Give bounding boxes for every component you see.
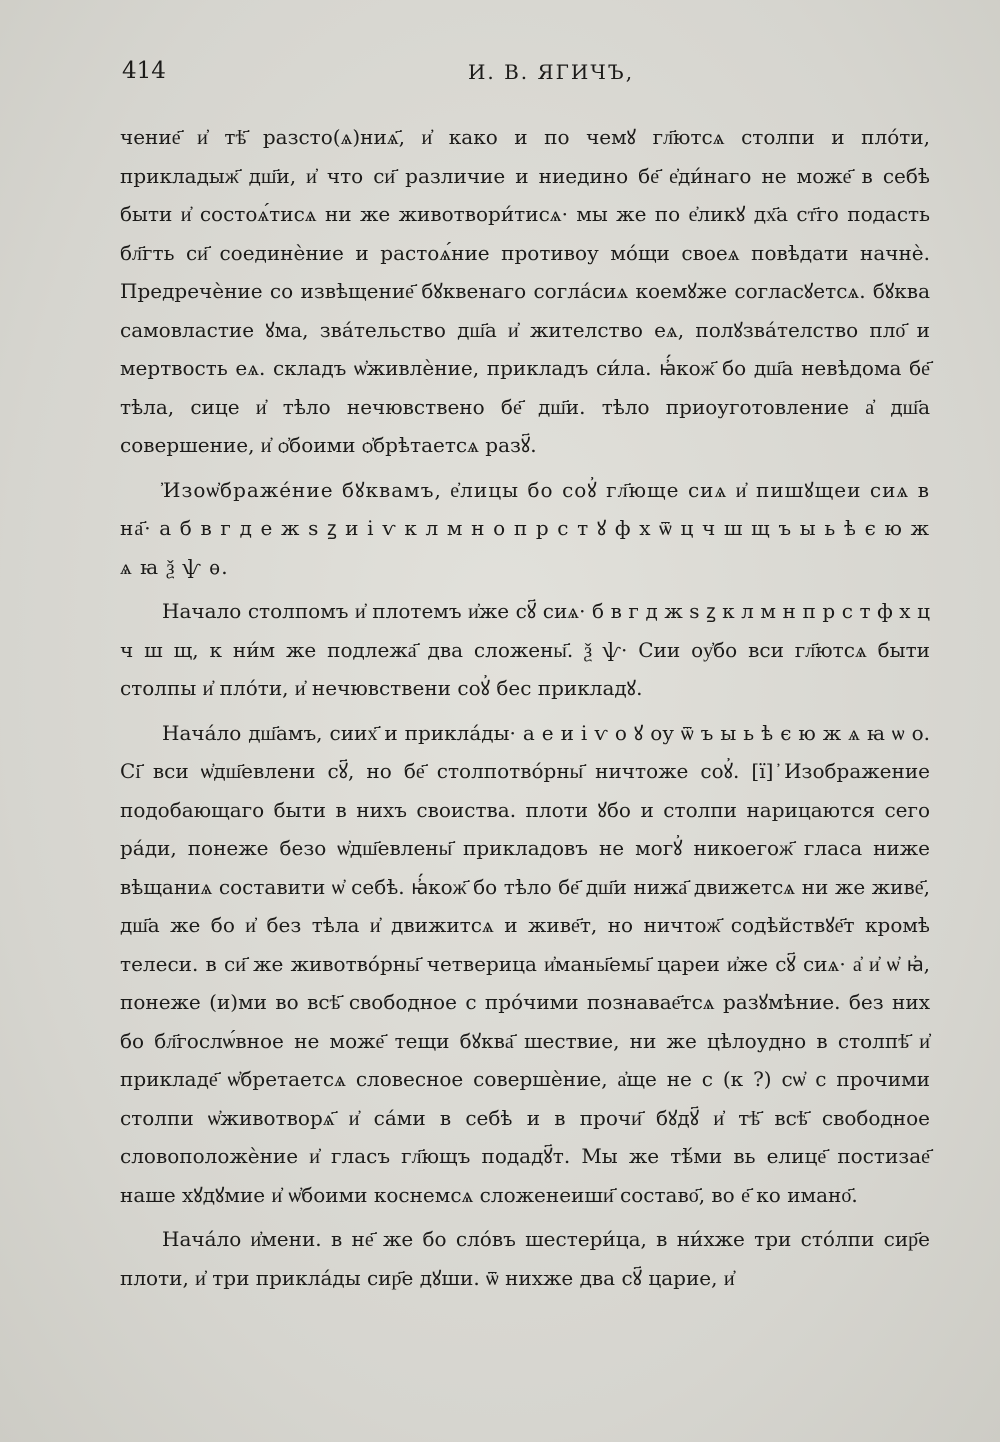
page-number: 414 [122,58,166,84]
running-head [122,58,920,92]
paragraph-alphabet: ҆Изоѡ҆браже́ние бꙋквамъ, е҆лицы бо соꙋ҆ гл҃юще сиѧ и҆ пишꙋщеи сиѧ в на҃· а б в г д е ж ѕ ꙁ и і ѵ к л м н о п р с т ꙋ ф х ѿ ц ч ш щ ъ ы ь ѣ є ю ж ѧ ꙗ ѯ ѱ ѳ. [120,477,930,579]
running-title: И. В. ЯГИЧЪ, [467,60,635,84]
paragraph: чение҃ и҆ тѣ҃ разсто(ѧ)ниѧ҃, и҆ како и по чемꙋ гл҃ютсѧ столпи и пло́ти, прикладыж҃ дш҃и, и҆ что си҃ различие и ниедино бе҃ е҆ди́наго не може҃ в себѣ быти и҆ состоѧ́тисѧ ни же животвори́тисѧ· мы же по е҆ликꙋ дх҃а ст҃го подасть бл҃гть си҃ соединѐние и растоѧ́ние противоу мо́щи своеѧ повѣдати начнѐ. Предречѐние со извѣщение҃ бꙋквенаго согла́сиѧ коемꙋже согласꙋетсѧ. бꙋква самовластие ꙋма, зва́тельство дш҃а и҆ жителство еѧ, полꙋзва́телство пло҃ и мертвость еѧ. складъ ѡ҆живлѐние, прикладъ си́ла. ꙗ҆́кож҃ бо дш҃а невѣдома бе҃ тѣла, сице и҆ тѣло нечювствено бе҃ дш҃и. тѣло приоуготовление а҆ дш҃а совершение, и҆ ѻ҆боими ѻ҆брѣтаетсѧ разꙋ҃. [120,125,930,457]
paragraph-consonants: Начало столпомъ и҆ плотемъ и҆же сꙋ҃ сиѧ· б в г д ж ѕ ꙁ к л м н п р с т ф х ц ч ш щ, к ни́м же подлежа҃ два сложены҃. ѯ ѱ· Сии оу҆бо вси гл҃ютсѧ быти столпы и҆ пло́ти, и҆ нечювствени соꙋ҆ бес прикладꙋ. [120,599,930,700]
paragraph-vowels: Нача́ло дш҃амъ, сиих҃ и прикла́ды· а е и і ѵ о ꙋ оу ѿ ъ ы ь ѣ є ю ж ѧ ꙗ ѡ о. Сі҃ вси ѡ҆дш҃евлени сꙋ҃, но бе҃ столпотво́рны҃ ничтоже соꙋ҆. [ї] ҆Изображение подобающаго быти в нихъ своиства. плоти ꙋбо и столпи нарицаются сего ра́ди, понеже безо ѡ҆дш҃евлены҃ прикладовъ не могꙋ҆ никоегож҃ гласа ниже вѣщаниѧ составити ѡ҆ себѣ. ꙗ҆́кож҃ бо тѣло бе҃ дш҃и нижа҃ движетсѧ ни же живе҃, дш҃а же бо и҆ без тѣла и҆ движитсѧ и живе҃т, но ничтож҃ содѣйствꙋе҃т кромѣ телеси. в си҃ же животво́рны҃ четверица и҆маны҃емы҃ цареи и҆же сꙋ҃ сиѧ· а҆ и҆ ѡ҆ ꙗ҆, понеже (и)ми во всѣ҃ свободное с про́чими познавае҃тсѧ разꙋмѣние. без них бо бл҃гослѡ́вное не може҃ тещи бꙋква҃ шествие, ни же цѣлоудно в столпѣ҃ и҆ прикладе҃ ѡ҆бретаетсѧ словесное совершѐние, а҆ще не с (к ?) сѡ҆ с прочими столпи ѡ҆животворѧ҃ и҆ са́ми в себѣ и в прочи҃ бꙋдꙋ҃ и҆ тѣ҃ всѣ҃ свободное словоположѐние и҆ гласъ гл҃ющъ подадꙋ҃т. Мы же тѣ́ми вь елице҃ постизае҃ наше хꙋдꙋмие и҆ ѡ҆боими коснемсѧ сложенеиши҃ составо҃, во е҃ ко имано҃. [120,720,930,1207]
body-text [120,118,930,1297]
paragraph-name: Нача́ло и҆мени. в не҃ же бо сло́въ шестери́ца, в ни́хже три сто́лпи сир҃е плоти, и҆ три прикла́ды сир҃е дꙋши. ѿ нихже два сꙋ҃ царие, и҆ [120,1227,930,1290]
